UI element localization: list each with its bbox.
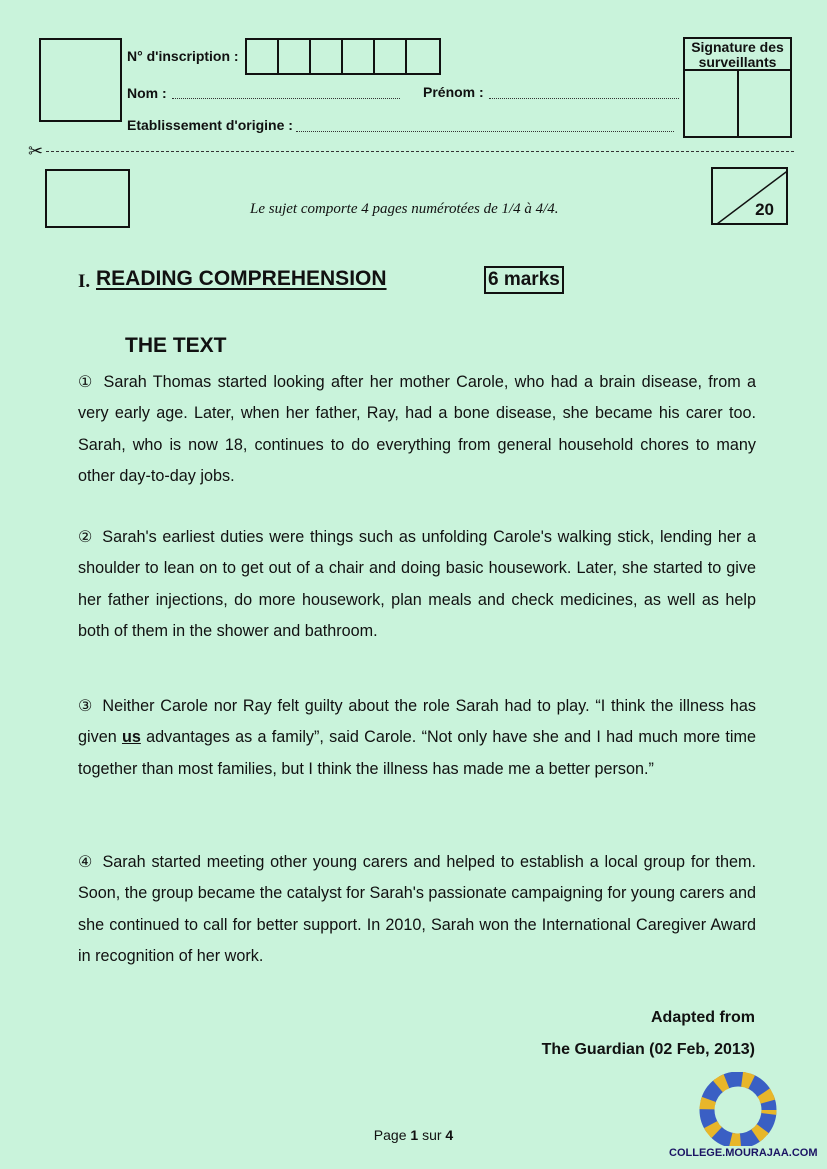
inscription-cell[interactable] [375,40,407,73]
section-title: READING COMPREHENSION [96,267,387,290]
page-total: 4 [445,1127,454,1143]
page-word: Page [373,1127,407,1143]
scissors-icon: ✂ [28,141,44,161]
source-line-1: Adapted from [651,1009,755,1026]
section-number: I. [78,271,91,292]
prenom-label: Prénom : [423,84,484,100]
inscription-label: N° d'inscription : [127,48,239,64]
paragraph-text: Sarah Thomas started looking after her mother Carole, who had a brain disease, from a very early age. Later, when her father, Ray, had a bone disease, she became his carer too. Sarah, who is now 18, continues to do everything from general household chores to many other day-to-day jobs. [78,373,757,485]
of-word: sur [422,1127,442,1143]
signature-divider [737,71,739,136]
inscription-cell[interactable] [247,40,279,73]
inscription-cell[interactable] [279,40,311,73]
etablissement-field[interactable] [296,131,674,132]
signature-title-line1: Signature des [691,39,784,55]
paragraph-1 [78,367,756,492]
paragraph-marker: ④ [78,854,94,871]
paragraph-text-before: Neither Carole nor Ray felt guilty about the role Sarah had to play. “I think the illness has given [78,697,757,747]
signature-header [685,39,790,71]
inscription-cell[interactable] [343,40,375,73]
nom-field[interactable] [172,98,400,99]
paragraph-marker: ③ [78,698,94,715]
paragraph-marker: ① [78,374,95,391]
paragraph-text: Sarah started meeting other young carers and helped to establish a local group for them. Soon, the group became the catalyst for Sarah's passionate campaigning for young carers and she continued to call for better support. In 2010, Sarah won the International Caregiver Award in recognition of her work. [78,853,757,965]
signature-box [683,37,792,138]
inscription-cell[interactable] [407,40,439,73]
source-line-2: The Guardian (02 Feb, 2013) [541,1041,755,1058]
paragraph-3 [78,691,756,785]
paragraph-2 [78,522,756,647]
code-box [45,169,130,228]
grade-box [711,167,788,225]
grade-total: 20 [755,200,774,219]
cut-line [46,151,794,152]
paragraph-text: Sarah's earliest duties were things such as unfolding Carole's walking stick, lending her a shoulder to lean on to get out of a chair and doing basic housework. Later, she started to give her father injections, do more housework, plan meals and check medicines, as well as help both of them in the shower and bathroom. [78,528,757,640]
page-number: 1 [410,1127,419,1143]
nom-label: Nom : [127,85,167,101]
subject-note: Le sujet comporte 4 pages numérotées de 1/4 à 4/4. [250,201,559,217]
emphasized-word: us [121,728,141,747]
paragraph-marker: ② [78,529,94,546]
section-marks: 6 marks [484,266,564,294]
paragraph-4 [78,847,756,972]
grade-diagonal [713,169,788,225]
etablissement-label: Etablissement d'origine : [127,117,293,133]
watermark-text: COLLEGE.MOURAJAA.COM [669,1147,818,1159]
photo-box [39,38,122,122]
paragraph-text-after: advantages as a family”, said Carole. “Not only have she and I had much more time together than most families, but I think the illness has made me a better person.” [78,728,756,778]
page-footer [0,1127,827,1143]
prenom-field[interactable] [489,98,679,99]
inscription-cell[interactable] [311,40,343,73]
signature-title-line2: surveillants [698,54,777,70]
text-title: THE TEXT [125,334,227,357]
inscription-number-field[interactable] [245,38,441,75]
